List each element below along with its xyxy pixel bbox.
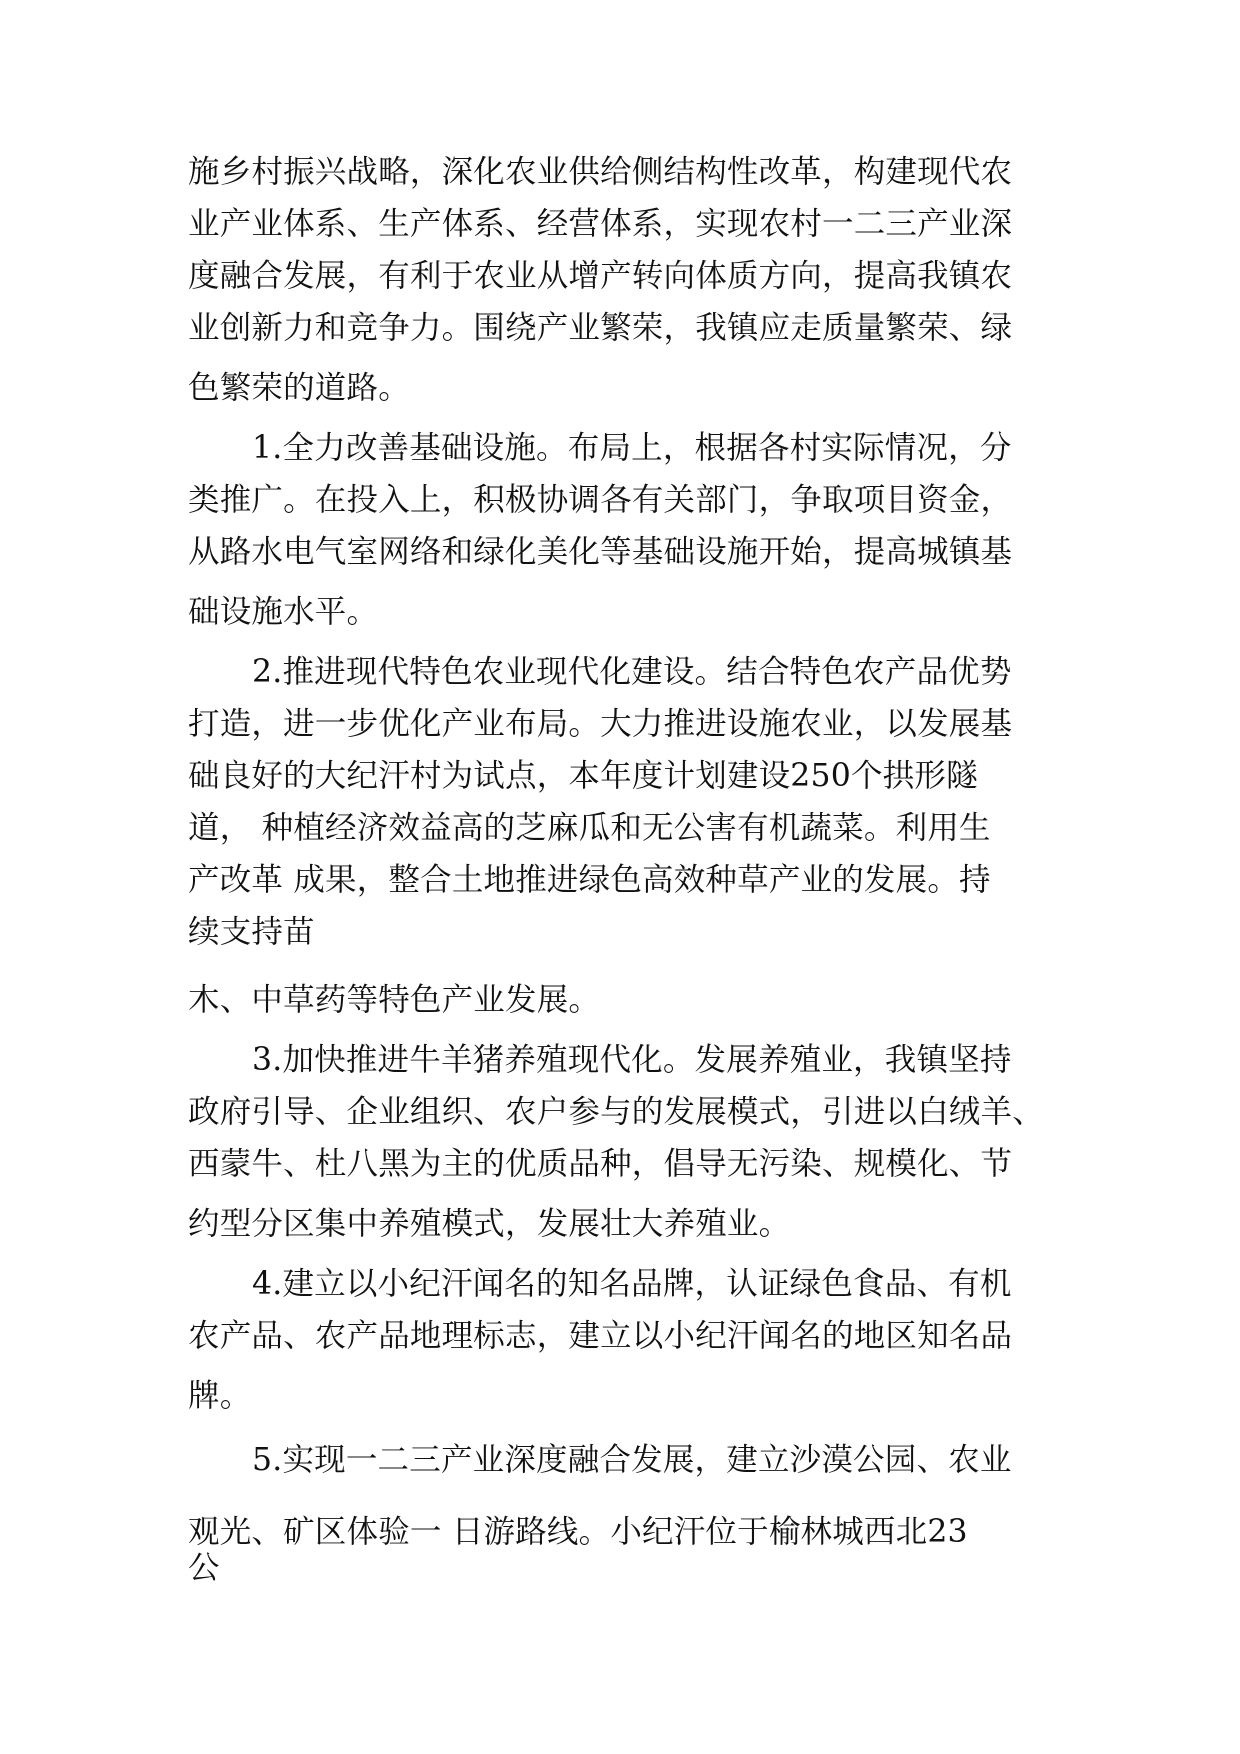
text-line: 公 [188,1550,220,1586]
paragraph-4-start: 4.建立以小纪汗闻名的知名品牌，认证绿色食品、有机 [252,1266,1012,1302]
text-line: 观光、矿区体验一 日游路线。小纪汗位于榆林城西北23 [188,1514,968,1550]
text-line: 础良好的大纪汗村为试点，本年度计划建设250个拱形隧 [188,758,978,794]
text-line: 打造，进一步优化产业布局。大力推进设施农业，以发展基 [188,706,1013,742]
paragraph-2-start: 2.推进现代特色农业现代化建设。结合特色农产品优势 [252,654,1012,690]
paragraph-1-start: 1.全力改善基础设施。布局上，根据各村实际情况，分 [252,430,1012,466]
text-line: 政府引导、企业组织、农户参与的发展模式，引进以白绒羊、 [188,1094,1044,1130]
text-line: 道， 种植经济效益高的芝麻瓜和无公害有机蔬菜。利用生 [188,810,991,846]
text-line: 色繁荣的道路。 [188,370,410,406]
text-line: 约型分区集中养殖模式，发展壮大养殖业。 [188,1206,791,1242]
paragraph-5-start: 5.实现一二三产业深度融合发展，建立沙漠公园、农业 [252,1442,1012,1478]
text-line: 续支持苗 [188,914,315,950]
text-line: 木、中草药等特色产业发展。 [188,982,601,1018]
paragraph-3-start: 3.加快推进牛羊猪养殖现代化。发展养殖业，我镇坚持 [252,1042,1012,1078]
text-line: 础设施水平。 [188,594,379,630]
text-line: 业创新力和竞争力。围绕产业繁荣，我镇应走质量繁荣、绿 [188,310,1013,346]
text-line: 牌。 [188,1378,252,1414]
text-line: 产改革 成果，整合土地推进绿色高效种草产业的发展。持 [188,862,991,898]
text-line: 度融合发展，有利于农业从增产转向体质方向，提高我镇农 [188,258,1013,294]
text-line: 类推广。在投入上，积极协调各有关部门，争取项目资金， [188,482,1013,518]
text-line: 农产品、农产品地理标志，建立以小纪汗闻名的地区知名品 [188,1318,1013,1354]
text-line: 施乡村振兴战略，深化农业供给侧结构性改革，构建现代农 [188,154,1013,190]
text-line: 从路水电气室网络和绿化美化等基础设施开始，提高城镇基 [188,534,1013,570]
text-line: 业产业体系、生产体系、经营体系，实现农村一二三产业深 [188,206,1013,242]
text-line: 西蒙牛、杜八黑为主的优质品种，倡导无污染、规模化、节 [188,1146,1013,1182]
